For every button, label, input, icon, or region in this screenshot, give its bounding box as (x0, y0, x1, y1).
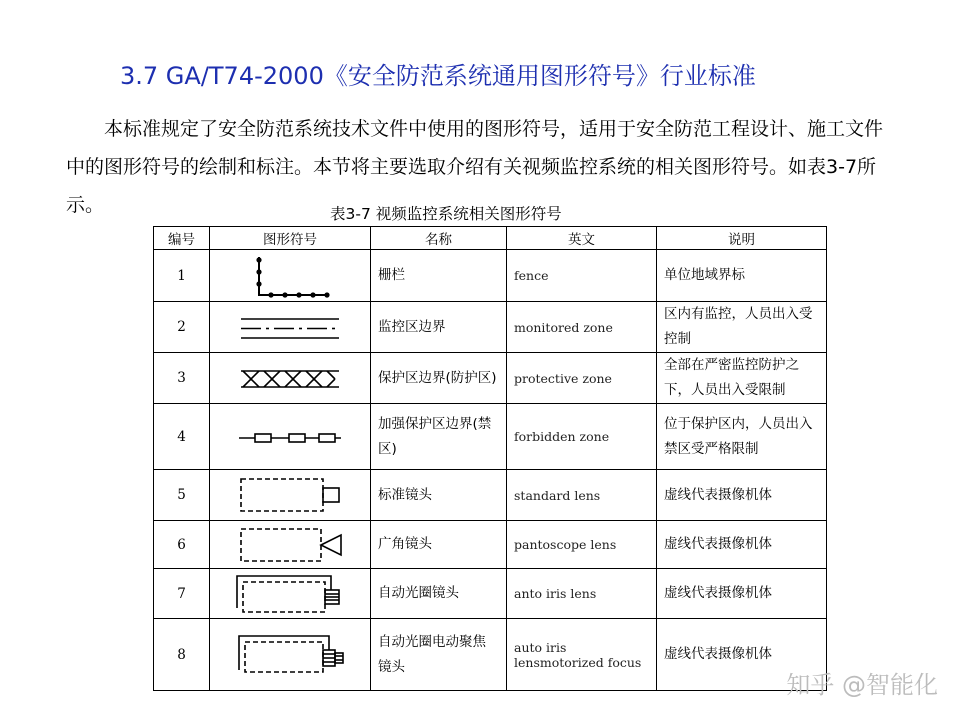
row-english: standard lens (507, 470, 657, 521)
header-name: 名称 (371, 227, 507, 250)
row-description: 虚线代表摄像机体 (657, 569, 827, 619)
fence-symbol-icon (210, 250, 371, 302)
row-description: 虚线代表摄像机体 (657, 470, 827, 521)
row-english: forbidden zone (507, 404, 657, 470)
pantoscope-lens-symbol-icon (210, 521, 371, 569)
row-name: 监控区边界 (371, 302, 507, 353)
row-number: 4 (154, 404, 210, 470)
header-symbol: 图形符号 (210, 227, 371, 250)
row-english: monitored zone (507, 302, 657, 353)
table-row (154, 302, 827, 353)
row-name: 栅栏 (371, 250, 507, 302)
row-number: 8 (154, 619, 210, 691)
table-row (154, 404, 827, 470)
forbidden-zone-symbol-icon (210, 404, 371, 470)
table-caption: 表3-7 视频监控系统相关图形符号 (330, 205, 562, 223)
auto-iris-motorized-lens-symbol-icon (210, 619, 371, 691)
row-number: 6 (154, 521, 210, 569)
row-number: 1 (154, 250, 210, 302)
row-name: 自动光圈镜头 (371, 569, 507, 619)
intro-text: 本标准规定了安全防范系统技术文件中使用的图形符号，适用于安全防范工程设计、施工文件中的图形符号的绘制和标注。本节将主要选取介绍有关视频监控系统的相关图形符号。如表3-7所示。 (66, 118, 884, 216)
table-row (154, 353, 827, 404)
row-name: 广角镜头 (371, 521, 507, 569)
protective-zone-symbol-icon (210, 353, 371, 404)
row-description: 区内有监控，人员出入受控制 (657, 302, 827, 353)
table-row (154, 569, 827, 619)
symbol-table (153, 226, 827, 691)
table-row (154, 619, 827, 691)
row-description: 位于保护区内，人员出入禁区受严格限制 (657, 404, 827, 470)
row-number: 5 (154, 470, 210, 521)
row-number: 3 (154, 353, 210, 404)
row-name: 标准镜头 (371, 470, 507, 521)
standard-lens-symbol-icon (210, 470, 371, 521)
table-row (154, 521, 827, 569)
row-english: auto iris lensmotorized focus (507, 619, 657, 691)
row-number: 7 (154, 569, 210, 619)
row-description: 全部在严密监控防护之下，人员出入受限制 (657, 353, 827, 404)
row-english: anto iris lens (507, 569, 657, 619)
header-description: 说明 (657, 227, 827, 250)
row-name: 加强保护区边界(禁区) (371, 404, 507, 470)
row-number: 2 (154, 302, 210, 353)
row-description: 单位地域界标 (657, 250, 827, 302)
auto-iris-lens-symbol-icon (210, 569, 371, 619)
header-english: 英文 (507, 227, 657, 250)
row-description: 虚线代表摄像机体 (657, 619, 827, 691)
row-name: 自动光圈电动聚焦镜头 (371, 619, 507, 691)
row-english: protective zone (507, 353, 657, 404)
row-english: fence (507, 250, 657, 302)
row-english: pantoscope lens (507, 521, 657, 569)
monitored-zone-symbol-icon (210, 302, 371, 353)
header-number: 编号 (154, 227, 210, 250)
row-description: 虚线代表摄像机体 (657, 521, 827, 569)
table-row (154, 470, 827, 521)
table-header-row (154, 227, 827, 250)
row-name: 保护区边界(防护区) (371, 353, 507, 404)
watermark: 知乎 @智能化 (786, 671, 938, 699)
page-title: 3.7 GA/T74-2000《安全防范系统通用图形符号》行业标准 (120, 62, 756, 90)
table-row (154, 250, 827, 302)
